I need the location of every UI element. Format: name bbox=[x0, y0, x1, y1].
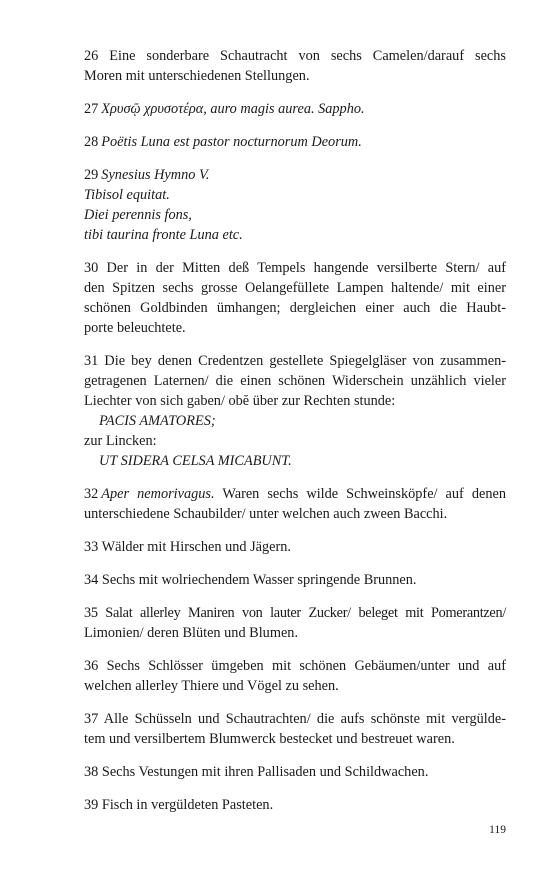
note-30 bbox=[84, 258, 506, 338]
motto-connector: zur Lincken: bbox=[84, 433, 157, 449]
page-number: 119 bbox=[489, 824, 506, 836]
note-line: Diei perennis fons, bbox=[84, 207, 192, 223]
note-text: Χρυσῷ χρυσοτέρα, auro magis aurea. Sappho. bbox=[101, 101, 365, 117]
note-line: schönen Goldbinden ümhangen; dergleichen einer auch die Haubt- bbox=[84, 300, 506, 316]
note-line: 30 Der in der Mitten deß Tempels hangende versilberte Stern/ auf bbox=[84, 260, 506, 276]
note-line: 35 Salat allerley Maniren von lauter Zucker/ beleget mit Pomerantzen/ bbox=[84, 605, 506, 621]
note-line: porte beleuchtete. bbox=[84, 320, 186, 336]
note-text: Poëtis Luna est pastor nocturnorum Deorum. bbox=[101, 134, 362, 150]
note-39 bbox=[84, 795, 506, 815]
note-italic: Aper nemorivagus. bbox=[101, 486, 215, 502]
note-34 bbox=[84, 570, 506, 590]
note-28 bbox=[84, 132, 506, 152]
note-line: 37 Alle Schüsseln und Schautrachten/ die aufs schönste mit vergülde- bbox=[84, 711, 506, 727]
note-text: 38 Sechs Vestungen mit ihren Pallisaden und Schildwachen. bbox=[84, 764, 429, 780]
note-line: Liechter von sich gaben/ obĕ über zur Rechten stunde: bbox=[84, 393, 396, 409]
motto-right: PACIS AMATORES; bbox=[99, 413, 216, 429]
note-line: den Spitzen sechs grosse Oelangefüllete Lampen haltende/ mit einer bbox=[84, 280, 506, 296]
note-29 bbox=[84, 165, 506, 245]
note-line: unterschiedene Schaubilder/ unter welchen auch zween Bacchi. bbox=[84, 506, 448, 522]
note-37 bbox=[84, 709, 506, 749]
note-line bbox=[84, 165, 506, 185]
note-number: 29 bbox=[84, 167, 99, 183]
note-line bbox=[84, 484, 506, 504]
note-35 bbox=[84, 603, 506, 643]
note-33 bbox=[84, 537, 506, 557]
note-text: 39 Fisch in vergüldeten Pasteten. bbox=[84, 797, 274, 813]
page-body bbox=[84, 46, 506, 828]
note-text: 34 Sechs mit wolriechendem Wasser springende Brunnen. bbox=[84, 572, 417, 588]
note-line: Tibisol equitat. bbox=[84, 187, 170, 203]
note-line: 36 Sechs Schlösser ümgeben mit schönen Gebäumen/unter und auf bbox=[84, 658, 506, 674]
note-36 bbox=[84, 656, 506, 696]
note-text: Synesius Hymno V. bbox=[101, 167, 210, 183]
note-line: welchen allerley Thiere und Vögel zu sehen. bbox=[84, 678, 339, 694]
note-27 bbox=[84, 99, 506, 119]
note-text: 33 Wälder mit Hirschen und Jägern. bbox=[84, 539, 291, 555]
note-line: tibi taurina fronte Luna etc. bbox=[84, 227, 243, 243]
note-26 bbox=[84, 46, 506, 86]
note-line: 26 Eine sonderbare Schautracht von sechs Camelen/darauf sechs bbox=[84, 48, 506, 64]
note-number: 27 bbox=[84, 101, 99, 117]
motto-left: UT SIDERA CELSA MICABUNT. bbox=[99, 453, 292, 469]
note-number: 32 bbox=[84, 486, 99, 502]
note-text: Waren sechs wilde Schweinsköpfe/ auf denen bbox=[222, 486, 506, 502]
note-31 bbox=[84, 351, 506, 471]
note-32 bbox=[84, 484, 506, 524]
note-38 bbox=[84, 762, 506, 782]
note-line: getragenen Laternen/ die einen schönen Widerschein unzählich vieler bbox=[84, 373, 506, 389]
note-line: 31 Die bey denen Credentzen gestellete Spiegelgläser von zusammen- bbox=[84, 353, 506, 369]
note-line: tem und versilbertem Blumwerck bestecket und bestreuet waren. bbox=[84, 731, 455, 747]
note-number: 28 bbox=[84, 134, 99, 150]
note-line: Moren mit unterschiedenen Stellungen. bbox=[84, 68, 310, 84]
note-line: Limonien/ deren Blüten und Blumen. bbox=[84, 625, 299, 641]
